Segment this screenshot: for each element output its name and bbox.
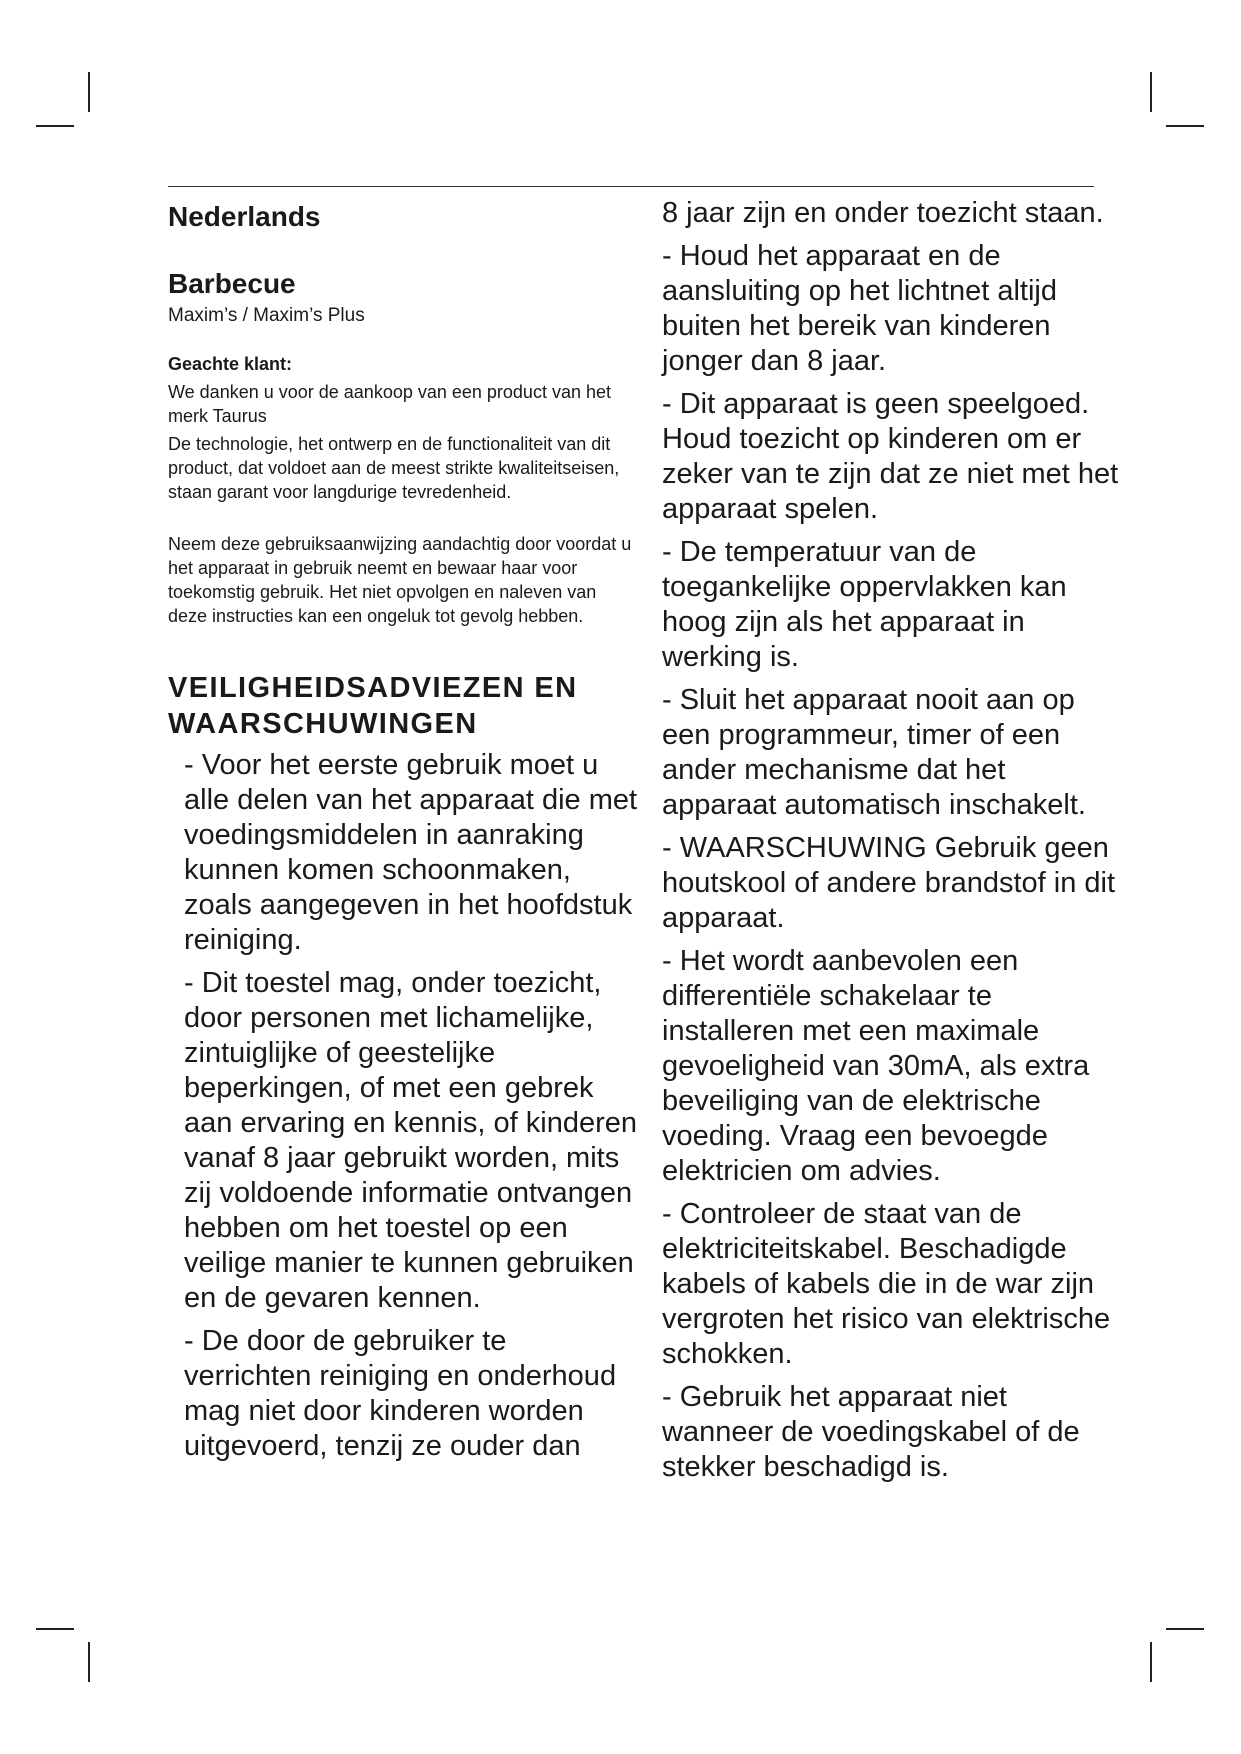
crop-mark-bottom-right-horizontal [1166,1628,1204,1630]
crop-mark-bottom-left-horizontal [36,1628,74,1630]
safety-item: - De temperatuur van de toegankelijke oppervlakken kan hoog zijn als het apparaat in werking is. [662,536,1067,673]
intro-paragraph: Neem deze gebruiksaanwijzing aandachtig door voordat u het apparaat in gebruik neemt en bewaar haar voor toekomstig gebruik. Het niet opvolgen en naleven van deze instructies kan een ongeluk tot gevolg hebben. [168,534,632,626]
safety-heading: VEILIGHEIDSADVIEZEN EN WAARSCHUWINGEN [168,672,578,740]
model-names: Maxim’s / Maxim’s Plus [168,305,365,326]
safety-item: - Sluit het apparaat nooit aan op een programmeur, timer of een ander mechanisme dat het apparaat automatisch inschakelt. [662,684,1086,821]
intro-paragraph: De technologie, het ontwerp en de functionaliteit van dit product, dat voldoet aan de meest strikte kwaliteitseisen, staan garant voor langdurige tevredenheid. [168,434,620,502]
safety-item-continuation: 8 jaar zijn en onder toezicht staan. [662,197,1104,229]
product-title: Barbecue [168,268,296,299]
safety-item: - Voor het eerste gebruik moet u alle delen van het apparaat die met voedingsmiddelen in aanraking kunnen komen schoonmaken, zoals aangegeven in het hoofdstuk reiniging. [184,749,638,956]
crop-mark-top-left-vertical [88,72,90,112]
intro-paragraph: We danken u voor de aankoop van een product van het merk Taurus [168,382,611,426]
safety-item: - WAARSCHUWING Gebruik geen houtskool of andere brandstof in dit apparaat. [662,832,1116,934]
safety-item: - Dit toestel mag, onder toezicht, door personen met lichamelijke, zintuiglijke of geestelijke beperkingen, of met een gebrek aan ervaring en kennis, of kinderen vanaf 8 jaar gebruikt worden, mits zij voldoende informatie ontvangen hebben om het toestel op een veilige manier te kunnen gebruiken en de gevaren kennen. [184,967,638,1314]
safety-item: - Het wordt aanbevolen een differentiële schakelaar te installeren met een maximale gevoeligheid van 30mA, als extra beveiliging van de elektrische voeding. Vraag een bevoegde elektricien om advies. [662,945,1090,1187]
safety-item: - Houd het apparaat en de aansluiting op het lichtnet altijd buiten het bereik van kinderen jonger dan 8 jaar. [662,240,1057,377]
safety-item: - De door de gebruiker te verrichten reiniging en onderhoud mag niet door kinderen worden uitgevoerd, tenzij ze ouder dan [184,1325,617,1462]
crop-mark-top-right-horizontal [1166,125,1204,127]
safety-item: - Dit apparaat is geen speelgoed. Houd toezicht op kinderen om er zeker van te zijn dat ze niet met het apparaat spelen. [662,388,1119,525]
crop-mark-top-right-vertical [1150,72,1152,112]
greeting: Geachte klant: [168,354,293,374]
language-heading: Nederlands [168,201,321,232]
crop-mark-bottom-right-vertical [1150,1642,1152,1682]
crop-mark-bottom-left-vertical [88,1642,90,1682]
left-column [168,196,638,1464]
safety-item: - Controleer de staat van de elektriciteitskabel. Beschadigde kabels of kabels die in de war zijn vergroten het risico van elektrische schokken. [662,1198,1111,1370]
right-column [662,196,1122,1485]
crop-mark-top-left-horizontal [36,125,74,127]
top-rule [168,186,1094,187]
safety-item: - Gebruik het apparaat niet wanneer de voedingskabel of de stekker beschadigd is. [662,1381,1080,1483]
